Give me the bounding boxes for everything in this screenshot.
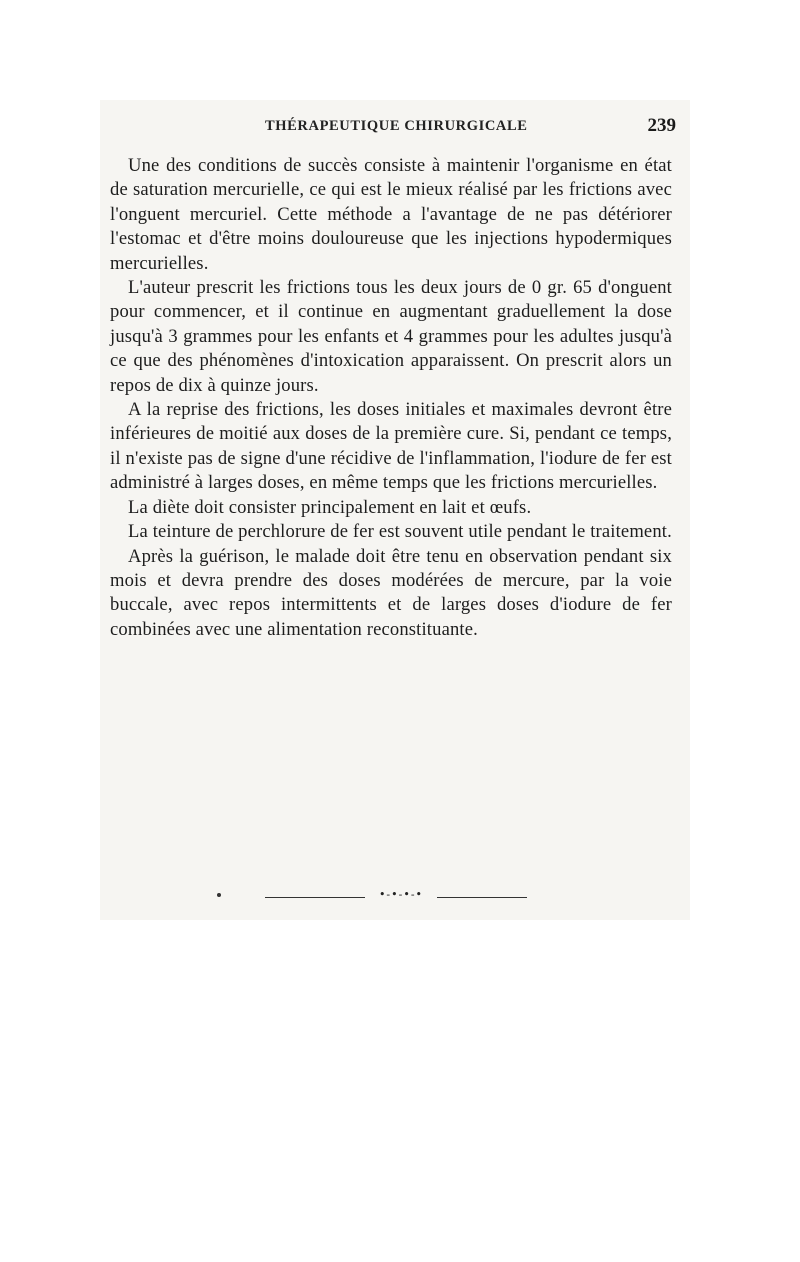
paragraph: L'auteur prescrit les frictions tous les deux jours de 0 gr. 65 d'onguent pour commencer, et il continue en augmentant graduellement la dose jusqu'à 3 grammes pour les enfants et 4 grammes pour les adultes jusqu'à ce que des phénomènes d'intoxication apparaissent. On prescrit alors un repos de dix à quinze jours. (110, 277, 672, 396)
page-number: 239 (647, 115, 676, 136)
end-ornament: •-•-•-• (378, 888, 424, 901)
paragraph: La diète doit consister principalement en lait et œufs. (128, 496, 532, 518)
end-ornament-rule (265, 888, 527, 904)
rule-line-right (437, 897, 527, 898)
paragraph: Une des conditions de succès consiste à maintenir l'organisme en état de saturation mercurielle, ce qui est le mieux réalisé par les frictions avec l'onguent mercuriel. Cette méthode a l'avantage de ne pas détériorer l'estomac et d'être moins douloureuse que les injections hypodermiques mercurielles. (110, 155, 672, 274)
rule-line-left (265, 897, 365, 898)
paragraph: La teinture de perchlorure de fer est souvent utile pendant le traitement. (128, 521, 672, 543)
running-head (110, 115, 676, 138)
ink-speck (217, 893, 221, 897)
paragraph: Après la guérison, le malade doit être tenu en observation pendant six mois et devra prendre des doses modérées de mercure, par la voie buccale, avec repos intermittents et de larges doses d'iodure de fer combinées avec une alimentation reconstituante. (110, 545, 672, 640)
body-text (110, 154, 672, 642)
running-title: THÉRAPEUTIQUE CHIRURGICALE (265, 118, 528, 134)
paragraph: A la reprise des frictions, les doses initiales et maximales devront être inférieures de moitié aux doses de la première cure. Si, pendant ce temps, il n'existe pas de signe d'une récidive de l'inflammation, l'iodure de fer est administré à larges doses, en même temps que les frictions mercurielles. (110, 399, 672, 494)
